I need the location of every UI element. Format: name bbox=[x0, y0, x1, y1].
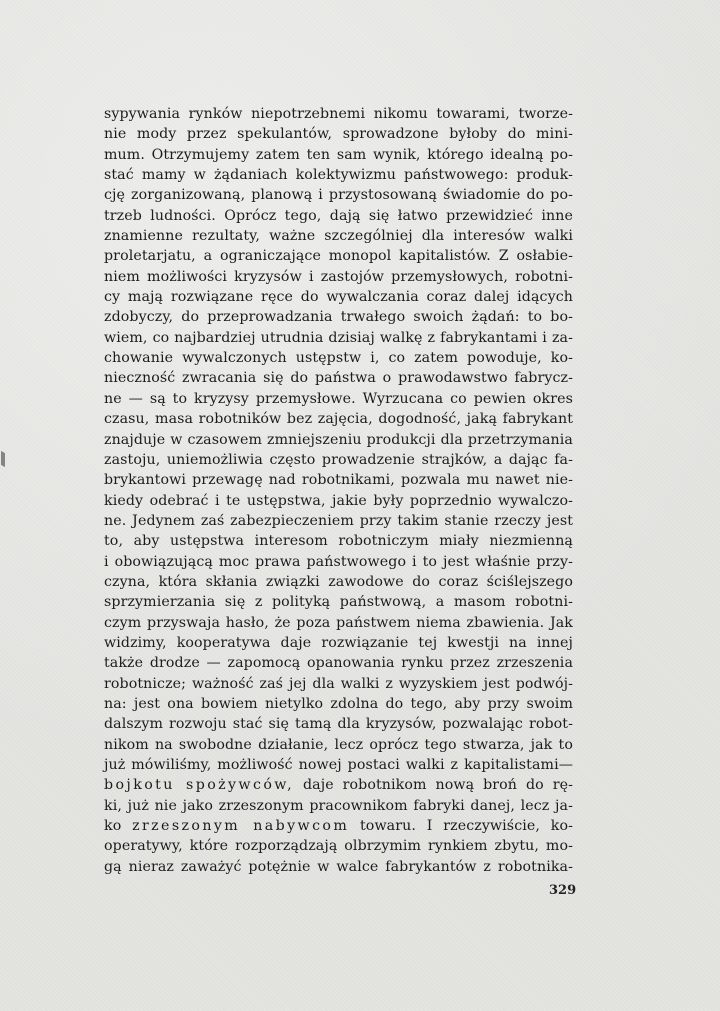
text-line: także drodze — zapomocą opanowania rynku przez zrzeszenia bbox=[104, 655, 573, 672]
text-line: zdobyczy, do przeprowadzania trwałego swoich żądań: to bo- bbox=[104, 309, 573, 326]
text-line: znajduje w czasowem zmniejszeniu produkcji dla przetrzymania bbox=[104, 431, 573, 448]
text-fragment: daje robotnikom nową broń do rę- bbox=[294, 777, 573, 794]
text-line: gą nieraz zaważyć potężnie w walce fabrykantów z robotnika- bbox=[104, 858, 573, 875]
text-line: ne. Jedynem zaś zabezpieczeniem przy takim stanie rzeczy jest bbox=[104, 512, 573, 529]
text-line: już mówiliśmy, możliwość nowej postaci walki z kapitalistami— bbox=[104, 757, 573, 773]
text-line: stać mamy w żądaniach kolektywizmu państwowego: produk- bbox=[104, 167, 573, 184]
text-line-spaced bbox=[104, 816, 573, 836]
text-line: robotnicze; ważność zaś jej dla walki z wyzyskiem jest podwój- bbox=[104, 675, 573, 692]
text-line: operatywy, które rozporządzają olbrzymim rynkiem zbytu, mo- bbox=[104, 838, 573, 855]
margin-mark bbox=[1, 451, 5, 467]
text-line: to, aby ustępstwa interesom robotniczym miały niezmienną bbox=[104, 533, 573, 550]
body-text bbox=[104, 104, 573, 877]
text-line: cy mają rozwiązane ręce do wywalczania coraz dalej idących bbox=[104, 289, 573, 306]
text-line: na: jest ona bowiem nietylko zdolna do tego, aby przy swoim bbox=[104, 695, 573, 712]
text-fragment: towaru. I rzeczywiście, ko- bbox=[349, 818, 573, 835]
spaced-emphasis: bojkotu spożywców, bbox=[104, 777, 295, 794]
text-line: trzeb ludności. Oprócz tego, dają się łatwo przewidzieć inne bbox=[104, 207, 573, 224]
text-line: dalszym rozwoju stać się tamą dla kryzysów, pozwalając robot- bbox=[104, 716, 573, 733]
text-line: cję zorganizowaną, planową i przystosowaną świadomie do po- bbox=[104, 187, 573, 204]
text-line: czasu, masa robotników bez zajęcia, dogodność, jaką fabrykant bbox=[104, 411, 573, 428]
text-line: ki, już nie jako zrzeszonym pracownikom fabryki danej, lecz ja- bbox=[104, 797, 573, 814]
page-number: 329 bbox=[549, 883, 577, 898]
text-line: znamienne rezultaty, ważne szczególniej dla interesów walki bbox=[104, 228, 573, 245]
text-line: mum. Otrzymujemy zatem ten sam wynik, którego idealną po- bbox=[104, 146, 573, 163]
text-line-spaced bbox=[104, 775, 573, 795]
text-line: proletarjatu, a ograniczające monopol kapitalistów. Z osłabie- bbox=[104, 248, 573, 265]
text-line: sypywania rynków niepotrzebnemi nikomu towarami, tworze- bbox=[104, 106, 573, 122]
text-line: brykantowi przewagę nad robotnikami, pozwala mu nawet nie- bbox=[104, 472, 573, 489]
text-line: kiedy odebrać i te ustępstwa, jakie były poprzednio wywalczo- bbox=[104, 492, 573, 509]
text-fragment: ko bbox=[104, 818, 133, 835]
text-line: ne — są to kryzysy przemysłowe. Wyrzucana co pewien okres bbox=[104, 390, 573, 407]
text-line: nikom na swobodne działanie, lecz oprócz tego stwarza, jak to bbox=[104, 736, 573, 753]
text-line: wiem, co najbardziej utrudnia dzisiaj walkę z fabrykantami i za- bbox=[104, 329, 573, 346]
text-line: niem możliwości kryzysów i zastojów przemysłowych, robotni- bbox=[104, 268, 573, 285]
text-line: sprzymierzania się z polityką państwową, a masom robotni- bbox=[104, 594, 573, 611]
text-line: i obowiązującą moc prawa państwowego i to jest właśnie przy- bbox=[104, 553, 573, 570]
text-line: czyna, która skłania związki zawodowe do coraz ściślejszego bbox=[104, 573, 573, 590]
spaced-emphasis: zrzeszonym nabywcom bbox=[132, 818, 350, 835]
text-line: czym przyswaja hasło, że poza państwem niema zbawienia. Jak bbox=[104, 614, 573, 631]
text-line: zastoju, uniemożliwia często prowadzenie strajków, a dając fa- bbox=[104, 451, 573, 468]
text-line: nieczność zwracania się do państwa o prawodawstwo fabrycz- bbox=[104, 370, 573, 387]
text-line: nie mody przez spekulantów, sprowadzone byłoby do mini- bbox=[104, 126, 573, 143]
text-line: chowanie wywalczonych ustępstw i, co zatem powoduje, ko- bbox=[104, 350, 573, 367]
text-line: widzimy, kooperatywa daje rozwiązanie tej kwestji na innej bbox=[104, 634, 573, 651]
